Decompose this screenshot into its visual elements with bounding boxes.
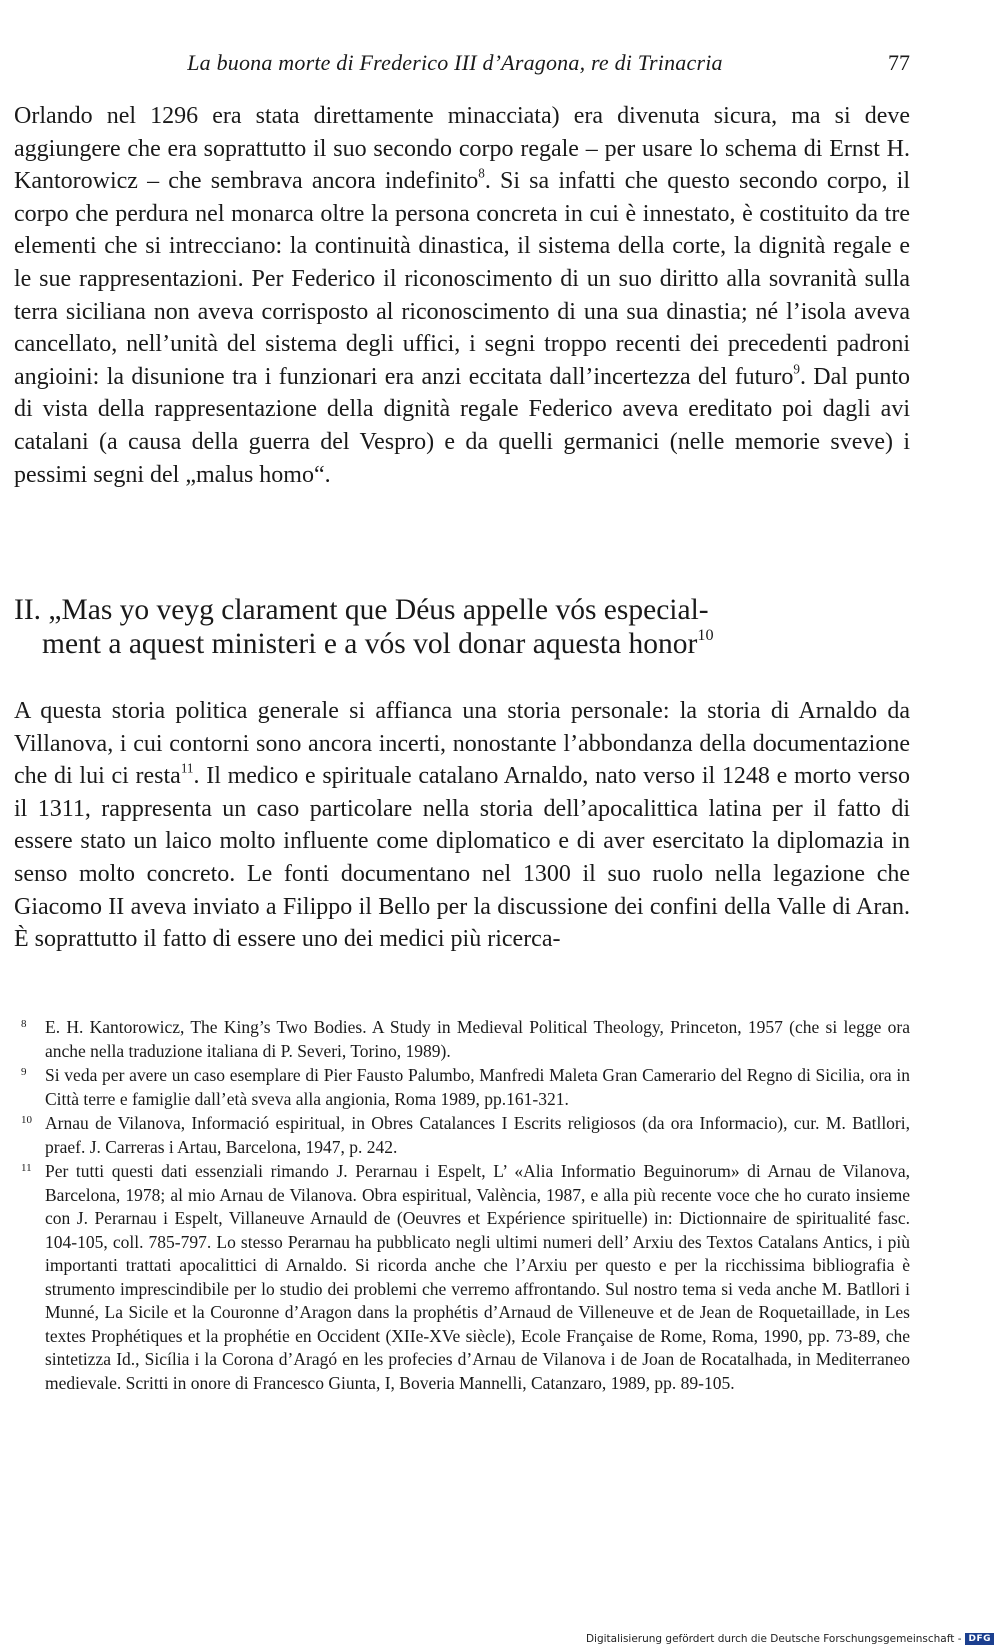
footnote-text: Per tutti questi dati essenziali rimando J. Perarnau i Espelt, L’ «Alia Informatio Beguinorum» di Arnau de Vilanova, Barcelona, 1978; al mio Arnau de Vilanova. Obra espiritual, València, 1987, e alla più recente voce che ho curato insieme con J. Perarnau i Espelt, Villaneuve Arnauld de (Oeuvres et Expérience spirituelle) in: Dictionnaire de spiritualité fasc. 104-105, coll. 785-797. Lo stesso Perarnau ha pubblicato negli ultimi numeri dell’ Arxiu des Textos Catalans Antics, i più importanti trattati apocalittici di Arnaldo. Si ricorda anche che l’Arxiu per questo e per la ricchissima bibliografia è strumento imprescindibile per lo studio dei problemi che verremo affrontando. Sul nostro tema si veda anche M. Batllori i Munné, La Sicile et la Couronne d’Aragon dans la prophétis d’Arnaud de Villeneuve et de Jean de Roquetaillade, in Les textes Prophétiques et la prophétie en Occident (XIIe-XVe siècle), Ecole Française de Rome, Roma, 1990, pp. 73-89, che sintetizza Id., Sicília i la Corona d’Aragó en les profecies d’Arnau de Vilanova i de Joan de Rocatalhada, in Mediterraneo medievale. Scritti in onore di Francesco Giunta, I, Boveria Mannelli, Catanzaro, 1989, pp. 89-105. bbox=[45, 1161, 910, 1393]
footnote-8 bbox=[14, 1016, 910, 1063]
paragraph-text: A questa storia politica generale si affianca una storia personale: la storia di Arnaldo da Villanova, i cui contorni sono ancora incerti, nonostante l’abbondanza della documentazione che di lui ci resta bbox=[14, 698, 910, 790]
body-paragraph-1 bbox=[14, 100, 910, 491]
digitization-credit bbox=[586, 1633, 994, 1645]
dfg-logo-icon: DFG bbox=[965, 1633, 994, 1645]
section-heading-line-2 bbox=[14, 627, 910, 661]
footnote-text: Arnau de Vilanova, Informació espiritual, in Obres Catalances I Escrits religiosos (da ora Informacio), cur. M. Batllori, praef. J. Carreras i Artau, Barcelona, 1947, p. 242. bbox=[45, 1113, 910, 1157]
footnote-text: Si veda per avere un caso esemplare di Pier Fausto Palumbo, Manfredi Maleta Gran Camerario del Regno di Sicilia, ora in Città terre e famiglie dall’età sveva alla angionia, Roma 1989, pp.161-321. bbox=[45, 1065, 910, 1109]
section-heading-line-1: II. „Mas yo veyg clarament que Déus appelle vós especial- bbox=[14, 594, 709, 626]
footnote-9 bbox=[14, 1064, 910, 1111]
body-paragraph-2 bbox=[14, 695, 910, 956]
footnote-11 bbox=[14, 1160, 910, 1395]
paragraph-text: . Si sa infatti che questo secondo corpo, il corpo che perdura nel monarca oltre la persona concreta in cui è innestato, è costituito da tre elementi che si intrecciano: la continuità dinastica, il sistema della corte, la dignità regale e le sue rappresentazioni. Per Federico il riconoscimento di un suo diritto alla sovranità sulla terra siciliana non aveva corrisposto al riconoscimento di una sua dinastia; né l’isola aveva cancellato, nell’unità del sistema degli uffici, i segni troppo recenti dei precedenti padroni angioini: la disunione tra i funzionari era anzi eccitata dall’incertezza del futuro bbox=[14, 168, 910, 390]
footnote-number: 11 bbox=[21, 1162, 32, 1174]
running-title: La buona morte di Frederico III d’Aragona, re di Trinacria bbox=[187, 50, 723, 75]
section-heading-text: ment a aquest ministeri e a vós vol donar aquesta honor bbox=[42, 628, 698, 660]
footnote-ref-8[interactable]: 8 bbox=[478, 165, 485, 181]
footnote-number: 9 bbox=[21, 1066, 27, 1078]
footnote-text: E. H. Kantorowicz, The King’s Two Bodies. A Study in Medieval Political Theology, Princeton, 1957 (che si legge ora anche nella traduzione italiana di P. Severi, Torino, 1989). bbox=[45, 1017, 910, 1061]
footnote-ref-10[interactable]: 10 bbox=[697, 626, 714, 645]
paragraph-text: Orlando nel 1296 era stata direttamente minacciata) era divenuta sicura, ma si deve aggiungere che era soprattutto il suo secondo corpo regale – per usare lo schema di Ernst H. Kantorowicz – che sembrava ancora indefinito bbox=[14, 103, 910, 195]
footnote-number: 10 bbox=[21, 1114, 32, 1126]
footnotes bbox=[14, 1016, 910, 1396]
footnote-ref-9[interactable]: 9 bbox=[793, 361, 800, 377]
paragraph-text: . Il medico e spirituale catalano Arnaldo, nato verso il 1248 e morto verso il 1311, rappresenta un caso particolare nella storia dell’apocalittica latina per il fatto di essere stato un laico molto influente come diplomatico e di aver esercitato la diplomazia in senso molto concreto. Le fonti documentano nel 1300 il suo ruolo nella legazione che Giacomo II aveva inviato a Filippo il Bello per la discussione dei confini della Valle di Aran. È soprattutto il fatto di essere uno dei medici più ricerca- bbox=[14, 763, 910, 953]
footnote-number: 8 bbox=[21, 1018, 27, 1030]
page-number: 77 bbox=[888, 50, 910, 75]
paragraph-text: . Dal punto di vista della rappresentazione della dignità regale Federico aveva ereditato poi dagli avi catalani (a causa della guerra del Vespro) e da quelli germanici (nelle memorie sveve) i pessimi segni del „malus homo“. bbox=[14, 363, 910, 488]
footnote-10 bbox=[14, 1112, 910, 1159]
section-heading bbox=[14, 593, 910, 661]
footnote-ref-11[interactable]: 11 bbox=[180, 760, 194, 776]
credit-text: Digitalisierung gefördert durch die Deutsche Forschungsgemeinschaft - bbox=[585, 1633, 962, 1645]
